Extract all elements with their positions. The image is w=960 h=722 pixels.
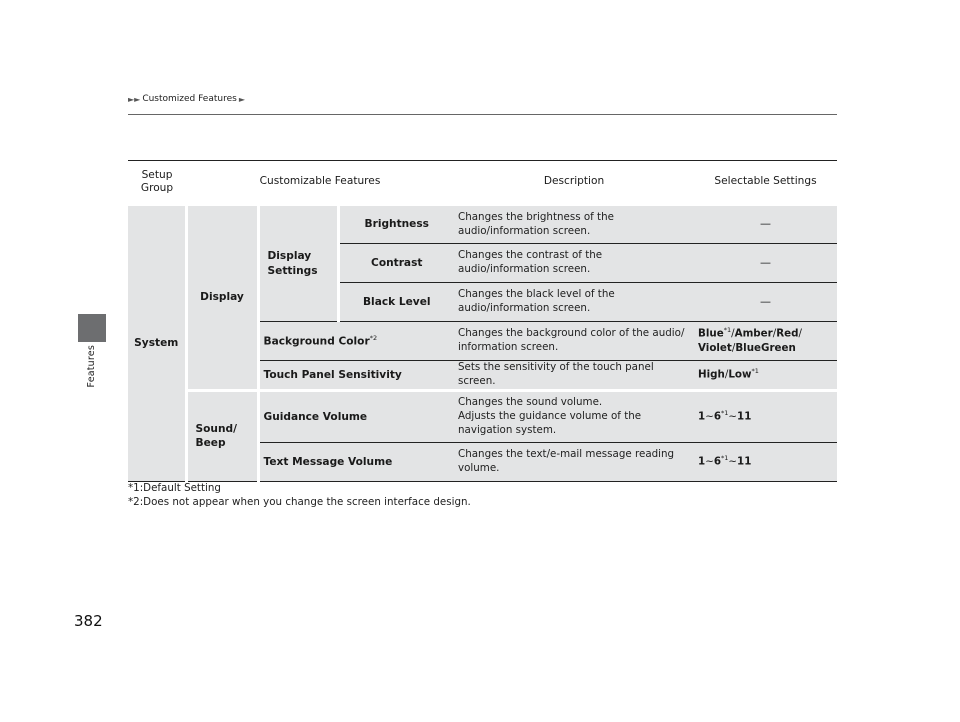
description-brightness: Changes the brightness of the audio/information screen.	[454, 205, 694, 244]
breadcrumb-link-customized-features[interactable]: Customized Features	[142, 94, 237, 104]
description-guidance-volume: Changes the sound volume. Adjusts the guidance volume of the navigation system.	[454, 390, 694, 442]
header-rule	[128, 114, 837, 115]
setting-text-message-volume: 1~6$^{*1}$~11	[694, 442, 837, 481]
setting-contrast: —	[694, 244, 837, 283]
setting-touch-panel-sensitivity: High/Low$^{*1}$	[694, 361, 837, 391]
group-system: System	[128, 205, 186, 482]
subgroup-display-settings: Display Settings	[258, 205, 338, 322]
table-header-row	[128, 161, 837, 205]
feature-black-level: Black Level	[338, 283, 454, 322]
breadcrumb-arrow-icon: ►	[238, 94, 245, 104]
footnotes	[128, 481, 471, 509]
setting-background-color: Blue$^{*1}$/Amber/Red/ Violet/BlueGreen	[694, 322, 837, 361]
setting-guidance-volume: 1~6$^{*1}$~11	[694, 390, 837, 442]
header-selectable-settings: Selectable Settings	[694, 161, 837, 205]
feature-background-color: Background Color$^{*2}$	[258, 322, 454, 361]
table-row	[128, 205, 837, 244]
subgroup-display: Display	[186, 205, 258, 391]
feature-text-message-volume: Text Message Volume	[258, 442, 454, 481]
table-row	[128, 390, 837, 442]
section-tab-label: Features	[86, 345, 97, 388]
feature-touch-panel-sensitivity: Touch Panel Sensitivity	[258, 361, 454, 391]
feature-brightness: Brightness	[338, 205, 454, 244]
header-customizable-features: Customizable Features	[186, 161, 454, 205]
subgroup-sound-beep: Sound/ Beep	[186, 390, 258, 481]
feature-guidance-volume: Guidance Volume	[258, 390, 454, 442]
footnote-default-setting: *1:Default Setting	[128, 482, 221, 494]
header-setup-group: Setup Group	[128, 161, 186, 205]
header-description: Description	[454, 161, 694, 205]
setting-brightness: —	[694, 205, 837, 244]
feature-contrast: Contrast	[338, 244, 454, 283]
setting-black-level: —	[694, 283, 837, 322]
section-tab-marker	[78, 314, 106, 342]
description-black-level: Changes the black level of the audio/information screen.	[454, 283, 694, 322]
description-contrast: Changes the contrast of the audio/information screen.	[454, 244, 694, 283]
description-touch-panel-sensitivity: Sets the sensitivity of the touch panel screen.	[454, 361, 694, 391]
customizable-features-table	[128, 160, 837, 482]
breadcrumb	[128, 94, 245, 104]
page-number: 382	[74, 612, 103, 630]
breadcrumb-arrow-icon: ►►	[128, 94, 141, 104]
description-background-color: Changes the background color of the audio/ information screen.	[454, 322, 694, 361]
footnote-interface-design: *2:Does not appear when you change the screen interface design.	[128, 496, 471, 508]
description-text-message-volume: Changes the text/e-mail message reading volume.	[454, 442, 694, 481]
